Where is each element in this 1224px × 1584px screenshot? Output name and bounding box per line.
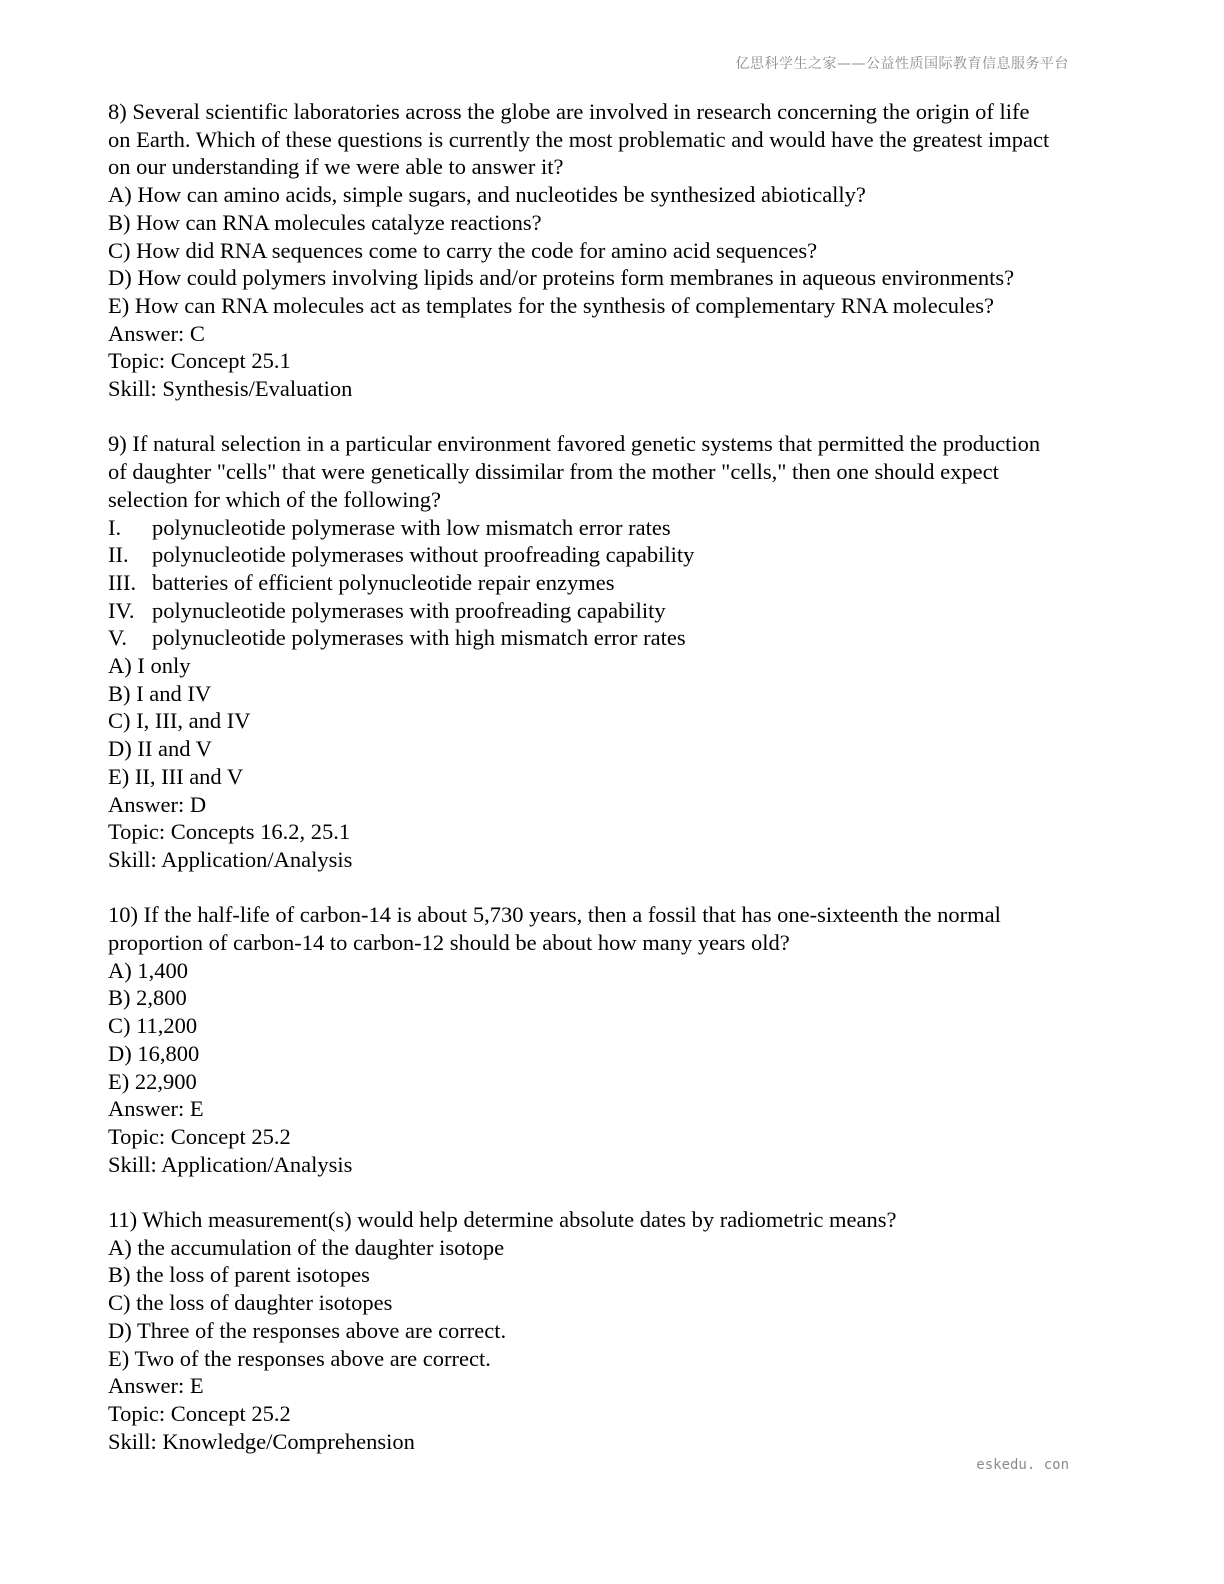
- answer-option-d: D) 16,800: [108, 1040, 200, 1066]
- skill-label: Skill: Synthesis/Evaluation: [108, 376, 353, 402]
- answer-option-d: D) II and V: [108, 736, 212, 762]
- correct-answer: Answer: E: [108, 1373, 204, 1399]
- roman-list-item: [108, 624, 1108, 652]
- question-9: [108, 430, 1108, 873]
- correct-answer: Answer: C: [108, 320, 205, 346]
- answer-option-d: D) Three of the responses above are correct.: [108, 1317, 507, 1343]
- roman-item-text: polynucleotide polymerases with high mismatch error rates: [152, 625, 686, 651]
- answer-option-b: B) How can RNA molecules catalyze reactions?: [108, 209, 542, 235]
- answer-option-e: E) How can RNA molecules act as templates for the synthesis of complementary RNA molecules?: [108, 292, 995, 318]
- answer-option-c: C) How did RNA sequences come to carry the code for amino acid sequences?: [108, 237, 818, 263]
- topic-label: Topic: Concept 25.2: [108, 1123, 291, 1149]
- question-stem-line: proportion of carbon-14 to carbon-12 should be about how many years old?: [108, 930, 790, 956]
- correct-answer: Answer: D: [108, 791, 207, 817]
- roman-list-item: [108, 514, 1108, 542]
- roman-list-item: [108, 597, 1108, 625]
- question-stem-line: selection for which of the following?: [108, 486, 442, 512]
- answer-option-d: D) How could polymers involving lipids and/or proteins form membranes in aqueous environments?: [108, 265, 1015, 291]
- skill-label: Skill: Application/Analysis: [108, 846, 353, 872]
- answer-option-a: A) 1,400: [108, 957, 188, 983]
- roman-list-item: [108, 569, 1108, 597]
- topic-label: Topic: Concept 25.1: [108, 348, 291, 374]
- answer-option-b: B) the loss of parent isotopes: [108, 1262, 370, 1288]
- topic-label: Topic: Concepts 16.2, 25.1: [108, 819, 351, 845]
- skill-label: Skill: Application/Analysis: [108, 1151, 353, 1177]
- roman-item-text: batteries of efficient polynucleotide repair enzymes: [152, 569, 615, 595]
- question-8: [108, 98, 1108, 403]
- roman-numeral: IV.: [108, 597, 135, 623]
- roman-numeral: III.: [108, 569, 137, 595]
- answer-option-c: C) 11,200: [108, 1013, 198, 1039]
- answer-option-e: E) II, III and V: [108, 763, 244, 789]
- roman-list-item: [108, 541, 1108, 569]
- answer-option-c: C) I, III, and IV: [108, 708, 251, 734]
- roman-item-text: polynucleotide polymerases without proofreading capability: [152, 542, 695, 568]
- roman-item-text: polynucleotide polymerases with proofreading capability: [152, 597, 666, 623]
- answer-option-c: C) the loss of daughter isotopes: [108, 1290, 393, 1316]
- question-stem-line: 8) Several scientific laboratories across the globe are involved in research concerning the origin of life: [108, 99, 1030, 124]
- question-stem-line: on Earth. Which of these questions is currently the most problematic and would have the greatest impact: [108, 126, 1050, 152]
- question-stem-line: on our understanding if we were able to answer it?: [108, 154, 564, 180]
- question-11: [108, 1206, 1108, 1455]
- topic-label: Topic: Concept 25.2: [108, 1401, 291, 1426]
- answer-option-b: B) 2,800: [108, 985, 187, 1011]
- document-body: [108, 98, 1108, 1483]
- skill-label: Skill: Knowledge/Comprehension: [108, 1428, 415, 1454]
- roman-numeral: I.: [108, 514, 122, 540]
- answer-option-e: E) 22,900: [108, 1068, 197, 1094]
- roman-numeral: II.: [108, 542, 129, 568]
- question-stem-line: 9) If natural selection in a particular environment favored genetic systems that permitted the production: [108, 431, 1041, 457]
- question-stem-line: of daughter "cells" that were genetically dissimilar from the mother "cells," then one should expect: [108, 459, 999, 485]
- question-stem-line: 11) Which measurement(s) would help determine absolute dates by radiometric means?: [108, 1207, 897, 1233]
- answer-option-e: E) Two of the responses above are correct.: [108, 1345, 491, 1371]
- page-header-watermark: 亿思科学生之家——公益性质国际教育信息服务平台: [735, 56, 1069, 72]
- question-10: [108, 901, 1108, 1178]
- correct-answer: Answer: E: [108, 1096, 204, 1122]
- answer-option-b: B) I and IV: [108, 680, 212, 706]
- roman-item-text: polynucleotide polymerase with low mismatch error rates: [152, 514, 671, 540]
- page-footer-site: eskedu. con: [976, 1457, 1069, 1473]
- question-stem-line: 10) If the half-life of carbon-14 is about 5,730 years, then a fossil that has one-sixteenth the normal: [108, 902, 1001, 928]
- answer-option-a: A) How can amino acids, simple sugars, and nucleotides be synthesized abiotically?: [108, 182, 866, 208]
- answer-option-a: A) the accumulation of the daughter isotope: [108, 1234, 505, 1260]
- roman-numeral: V.: [108, 625, 127, 651]
- answer-option-a: A) I only: [108, 653, 191, 679]
